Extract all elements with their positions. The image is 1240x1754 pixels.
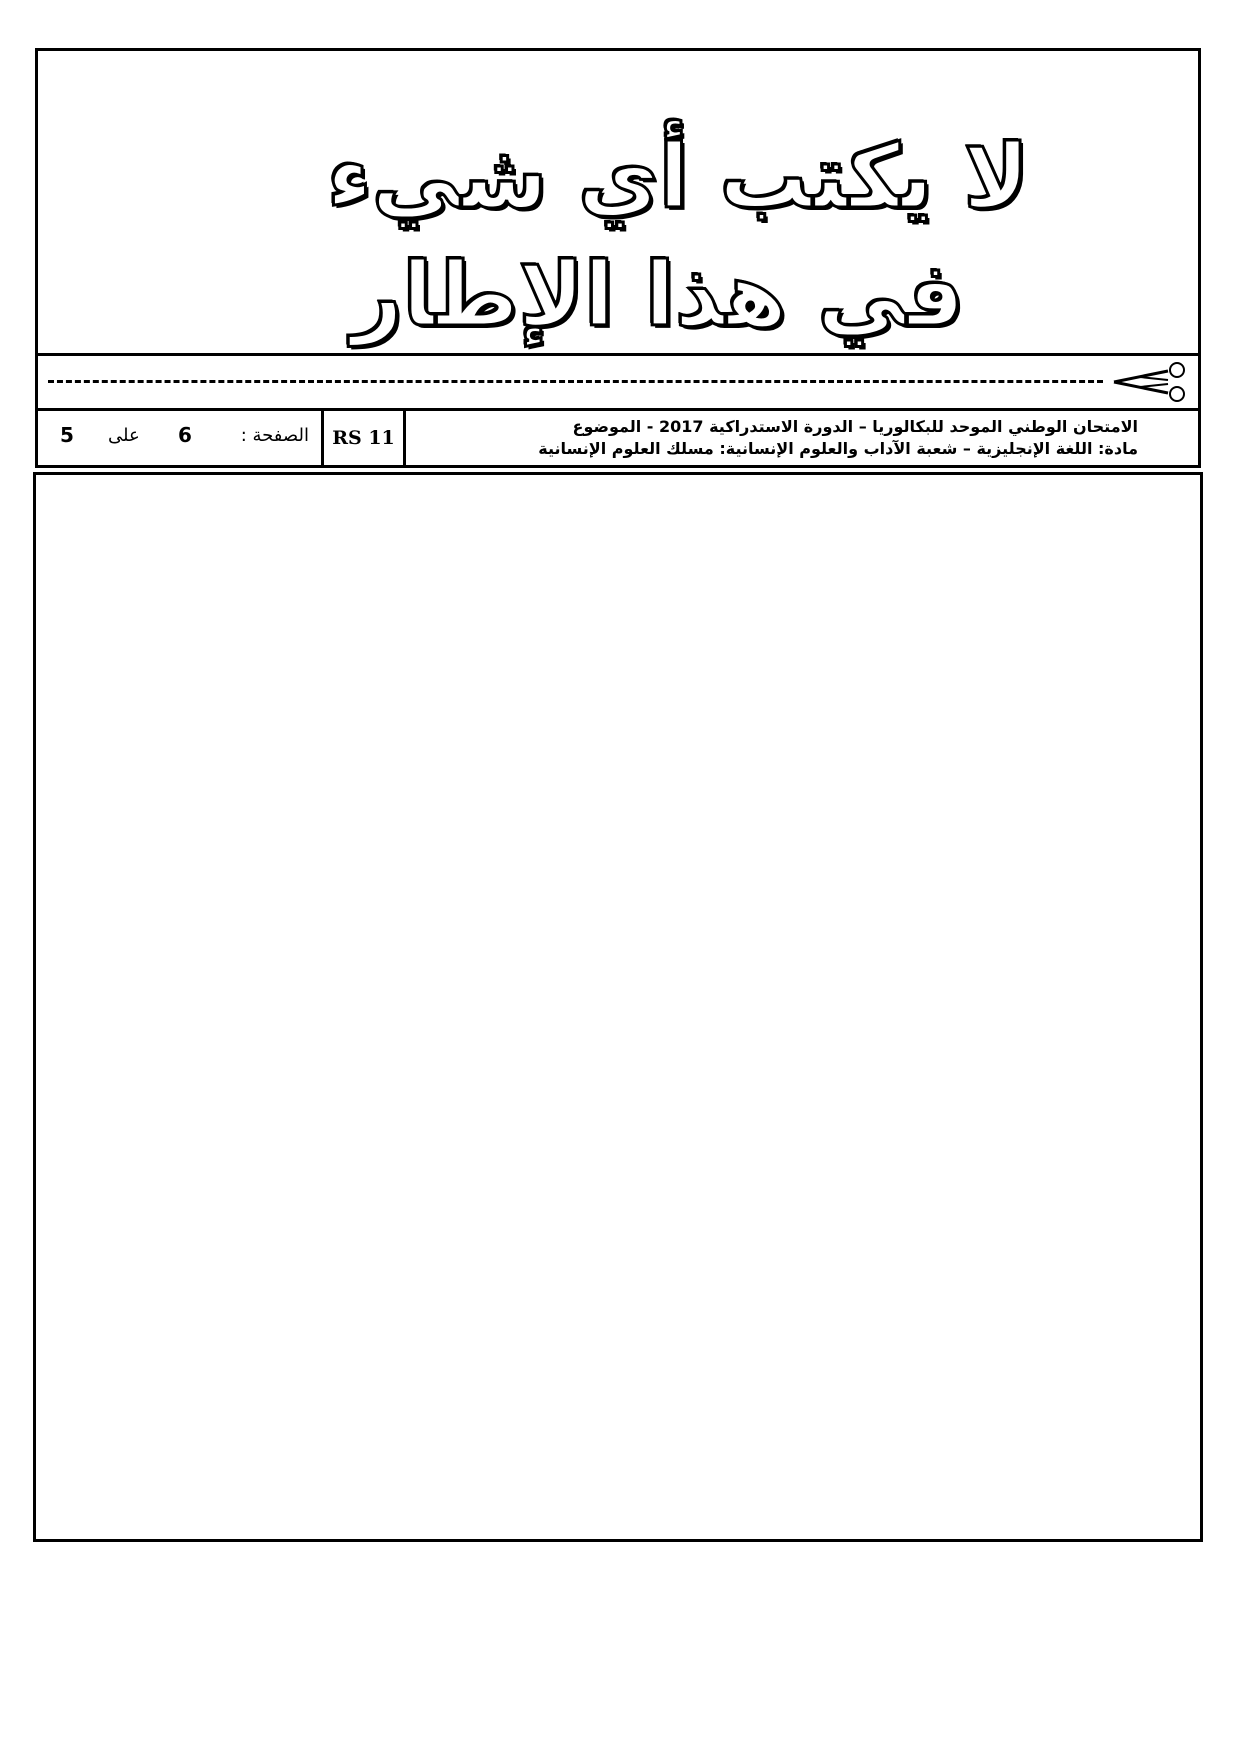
page-current: 6	[178, 423, 192, 447]
exam-header-frame	[35, 48, 1201, 468]
page-total: 5	[60, 423, 74, 447]
subject-branch-line: مادة: اللغة الإنجليزية – شعبة الآداب والعلوم الإنسانية: مسلك العلوم الإنسانية	[538, 439, 1138, 458]
warning-title-line2: في هذا الإطار	[351, 243, 965, 346]
exam-info-row	[38, 411, 1198, 465]
exam-code: RS 11	[332, 427, 395, 449]
warning-title-line1: لا يكتب أي شيء	[326, 125, 1030, 228]
scissors-icon	[1110, 362, 1190, 402]
page-label: الصفحة :	[240, 425, 309, 446]
exam-session-line: الامتحان الوطني الموحد للبكالوريا – الدورة الاستدراكية 2017 - الموضوع	[572, 417, 1138, 436]
dashed-cut-line	[48, 380, 1103, 383]
of-label: على	[108, 425, 140, 446]
answer-area	[33, 472, 1203, 1542]
page-number-cell	[38, 411, 321, 465]
subject-cell	[403, 411, 1198, 465]
do-not-write-box	[38, 51, 1198, 356]
exam-code-cell	[321, 411, 403, 465]
cut-line-row	[38, 356, 1198, 411]
